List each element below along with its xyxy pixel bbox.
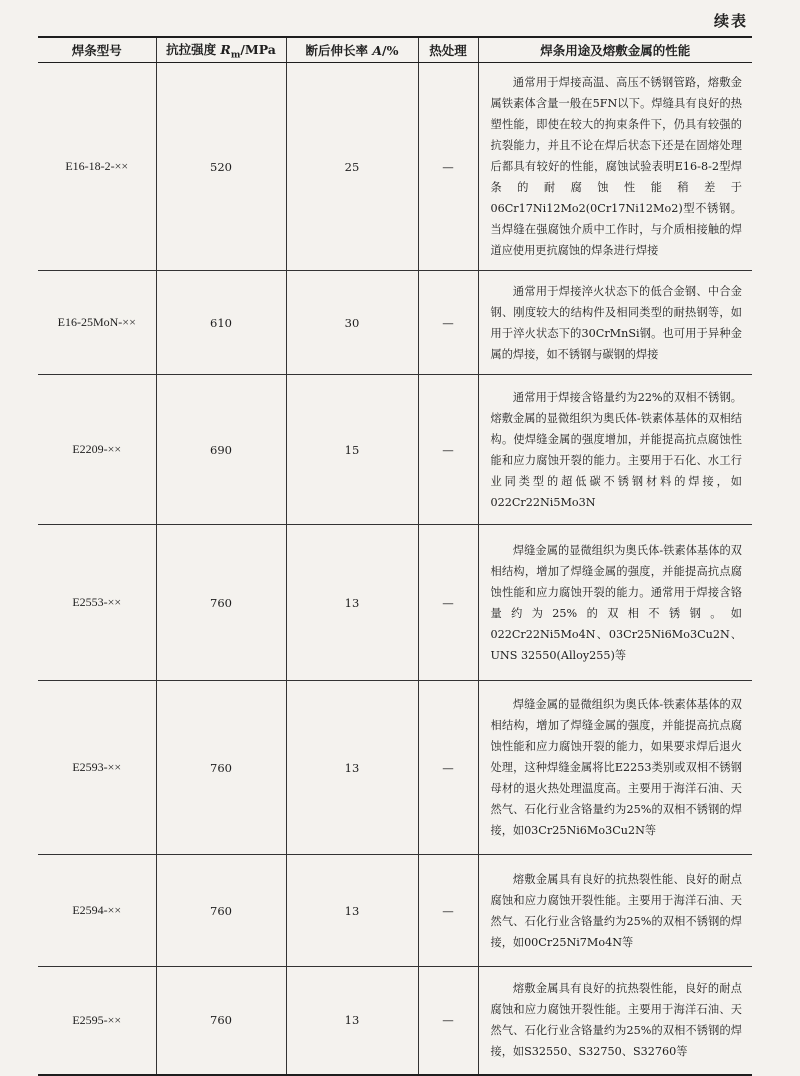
cell-heat: — [418,375,478,525]
cell-tensile: 760 [156,967,286,1075]
header-usage: 焊条用途及熔敷金属的性能 [478,37,752,63]
cell-elongation: 30 [286,271,418,375]
cell-model: E16-25MoN-×× [38,271,156,375]
cell-elongation: 15 [286,375,418,525]
cell-heat: — [418,855,478,967]
cell-usage: 焊缝金属的显微组织为奥氏体-铁素体基体的双相结构，增加了焊缝金属的强度，并能提高抗点腐蚀性能和应力腐蚀开裂的能力，如果要求焊后退火处理，这种焊缝金属将比E2253类别或双相不锈钢母材的退火热处理温度高。主要用于海洋石油、天然气、石化行业含铬量约为25%的双相不锈钢的焊接，如03Cr25Ni6Mo3Cu2N等 [478,681,752,855]
cell-model: E2594-×× [38,855,156,967]
cell-tensile: 760 [156,855,286,967]
cell-tensile: 610 [156,271,286,375]
table-row [38,967,752,1075]
cell-model: E2593-×× [38,681,156,855]
cell-elongation: 13 [286,681,418,855]
header-tensile: 抗拉强度 $R_m$/MPa [156,37,286,63]
electrode-table [38,36,752,1076]
cell-model: E2553-×× [38,525,156,681]
cell-usage: 通常用于焊接高温、高压不锈钢管路，熔敷金属铁素体含量一般在5FN以下。焊缝具有良好的热塑性能，即使在较大的拘束条件下，仍具有较强的抗裂能力，并且不论在焊后状态下还是在固熔处理后都具有较好的性能，腐蚀试验表明E16-8-2型焊条的耐腐蚀性能稍差于06Cr17Ni12Mo2(0Cr17Ni12Mo2)型不锈钢。当焊缝在强腐蚀介质中工作时，与介质相接触的焊道应使用更抗腐蚀的焊条进行焊接 [478,63,752,271]
cell-elongation: 13 [286,525,418,681]
cell-tensile: 690 [156,375,286,525]
table-row [38,271,752,375]
cell-usage: 熔敷金属具有良好的抗热裂性能，良好的耐点腐蚀和应力腐蚀开裂性能。主要用于海洋石油、天然气、石化行业含铬量约为25%的双相不锈钢的焊接，如S32550、S32750、S32760等 [478,967,752,1075]
cell-tensile: 520 [156,63,286,271]
cell-usage: 焊缝金属的显微组织为奥氏体-铁素体基体的双相结构，增加了焊缝金属的强度，并能提高抗点腐蚀性能和应力腐蚀开裂的能力。通常用于焊接含铬量约为25%的双相不锈钢。如022Cr22Ni5Mo4N、03Cr25Ni6Mo3Cu2N、UNS 32550(Alloy255)等 [478,525,752,681]
header-heat-treatment: 热处理 [418,37,478,63]
cell-heat: — [418,271,478,375]
table-row [38,375,752,525]
cell-elongation: 13 [286,967,418,1075]
cell-usage: 熔敷金属具有良好的抗热裂性能、良好的耐点腐蚀和应力腐蚀开裂性能。主要用于海洋石油、天然气、石化行业含铬量约为25%的双相不锈钢的焊接，如00Cr25Ni7Mo4N等 [478,855,752,967]
cell-elongation: 13 [286,855,418,967]
cell-elongation: 25 [286,63,418,271]
cell-usage: 通常用于焊接含铬量约为22%的双相不锈钢。熔敷金属的显微组织为奥氏体-铁素体基体的双相结构。使焊缝金属的强度增加，并能提高抗点腐蚀性能和应力腐蚀开裂的能力。主要用于石化、水工行业同类型的超低碳不锈钢材料的焊接，如022Cr22Ni5Mo3N [478,375,752,525]
cell-model: E16-18-2-×× [38,63,156,271]
continued-label: 续表 [713,12,748,30]
header-model: 焊条型号 [38,37,156,63]
cell-tensile: 760 [156,681,286,855]
header-elongation: 断后伸长率 A/% [286,37,418,63]
cell-tensile: 760 [156,525,286,681]
header-row [38,37,752,63]
cell-heat: — [418,967,478,1075]
table-row [38,525,752,681]
table-row [38,855,752,967]
cell-model: E2595-×× [38,967,156,1075]
cell-heat: — [418,525,478,681]
cell-heat: — [418,63,478,271]
table-row [38,63,752,271]
table-row [38,681,752,855]
cell-model: E2209-×× [38,375,156,525]
cell-heat: — [418,681,478,855]
cell-usage: 通常用于焊接淬火状态下的低合金钢、中合金钢、刚度较大的结构件及相同类型的耐热钢等，如用于淬火状态下的30CrMnSi钢。也可用于异种金属的焊接，如不锈钢与碳钢的焊接 [478,271,752,375]
